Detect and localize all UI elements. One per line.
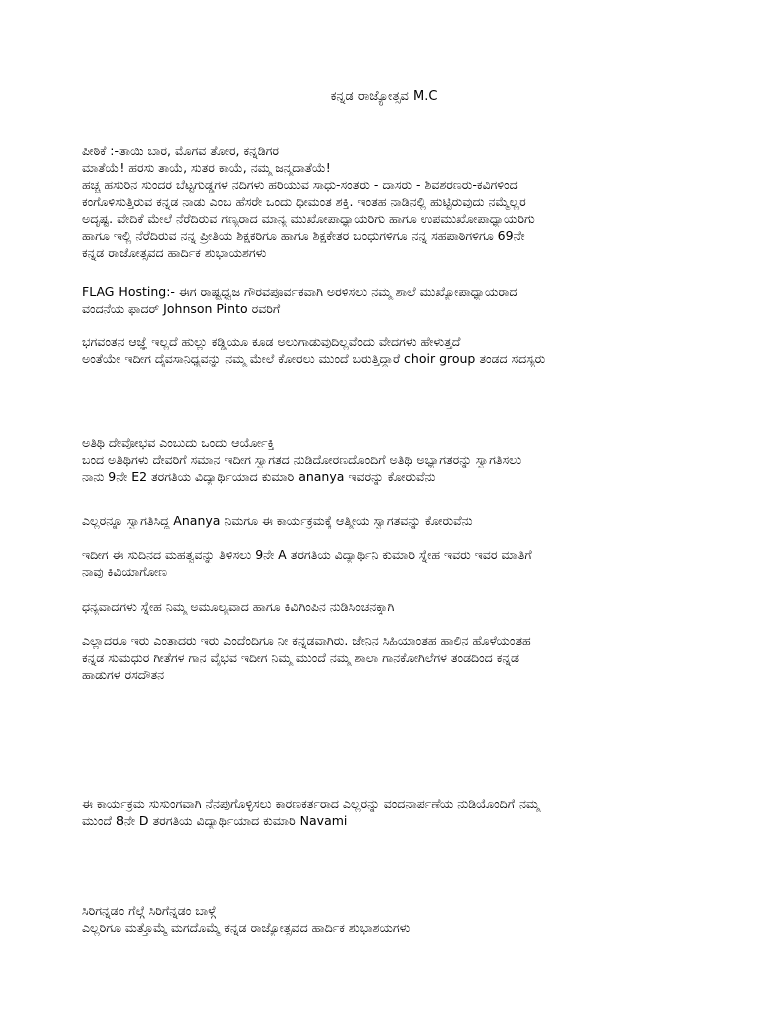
text-line: ಧನ್ಯವಾದಗಳು ಸ್ನೇಹ ನಿಮ್ಮ ಅಮೂಲ್ಯವಾದ ಹಾಗೂ ಕಿವಿಗಿಂಪಿನ ನುಡಿಸಿಂಚನಕ್ಕಾಗಿ	[82, 599, 395, 614]
text-line: ಎಲ್ಲರನ್ನೂ ಸ್ವಾಗತಿಸಿದ್ದ Ananya ನಿಮಗೂ ಈ ಕಾರ್ಯಕ್ರಮಕ್ಕೆ ಆತ್ಮೀಯ ಸ್ವಾಗತವನ್ನು ಕೋರುವೆನು	[82, 513, 473, 528]
text-line: ಮುಂದೆ 8ನೇ D ತರಗತಿಯ ವಿದ್ಯಾರ್ಥಿಯಾದ ಕುಮಾರಿ Navami	[82, 813, 348, 828]
text-line: FLAG Hosting:- ಈಗ ರಾಷ್ಟ್ರಧ್ವಜ ಗೌರವಪೂರ್ವಕವಾಗಿ ಅರಳಿಸಲು ನಮ್ಮ ಶಾಲೆ ಮುಖ್ಯೋಪಾಧ್ಯಾಯರಾದ	[82, 284, 518, 299]
closing-paragraph	[82, 902, 682, 936]
text-line: ಎಲ್ಲರಿಗೂ ಮತ್ತೊಮ್ಮೆ ಮಗದೊಮ್ಮೆ ಕನ್ನಡ ರಾಜ್ಯೋತ್ಸವದ ಹಾರ್ದಿಕ ಶುಭಾಶಯಗಳು	[82, 920, 411, 935]
text-line: ಈ ಕಾರ್ಯಕ್ರಮ ಸುಸುಂಗವಾಗಿ ನೆನಪುಗೊಳ್ಳಿಸಲು ಕಾರಣಕರ್ತರಾದ ಎಲ್ಲರನ್ನು ವಂದನಾರ್ಪಣೆಯ ನುಡಿಯೊಂದಿಗೆ ನಮ್ಮ	[82, 796, 540, 811]
flag-hosting-paragraph	[82, 283, 682, 317]
text-line: ನಾವು ಕಿವಿಯಾಗೋಣ	[82, 564, 167, 579]
songs-paragraph	[82, 632, 682, 683]
text-line: ಅಂತೆಯೇ ಇದೀಗ ದೈವಸಾನಿಧ್ಯವನ್ನು ನಮ್ಮ ಮೇಲೆ ಕೋರಲು ಮುಂದೆ ಬರುತ್ತಿದ್ದಾರೆ choir group ತಂಡದ ಸದಸ್ಯರು	[82, 351, 546, 366]
text-line: ಅದೃಷ್ಟ. ವೇದಿಕೆ ಮೇಲೆ ನೆರೆದಿರುವ ಗಣ್ಯರಾದ ಮಾನ್ಯ ಮುಖೋಪಾಧ್ಯಾಯರಿಗು ಹಾಗೂ ಉಪಮುಖೋಪಾಧ್ಯಾಯರಿಗು	[82, 211, 535, 226]
text-line: ಇದೀಗ ಈ ಸುದಿನದ ಮಹತ್ವವನ್ನು ತಿಳಿಸಲು 9ನೇ A ತರಗತಿಯ ವಿದ್ಯಾರ್ಥಿನಿ ಕುಮಾರಿ ಸ್ನೇಹ ಇವರು ಇವರ ಮಾತಿಗೆ	[82, 547, 532, 562]
text-line: ಹಾಗೂ ಇಲ್ಲಿ ನೆರೆದಿರುವ ನನ್ನ ಪ್ರೀತಿಯ ಶಿಕ್ಷಕರಿಗೂ ಹಾಗೂ ಶಿಕ್ಷಕೇತರ ಬಂಧುಗಳಿಗೂ ನನ್ನ ಸಹಪಾಠಿಗಳಿಗೂ 69ನೇ	[82, 228, 525, 243]
speech-paragraph	[82, 546, 682, 580]
text-line: ವಂದನೆಯ ಫಾದರ್ Johnson Pinto ರವರಿಗೆ	[82, 301, 281, 316]
text-line: ಕನ್ನಡ ರಾಜೋತ್ಸವದ ಹಾರ್ದಿಕ ಶುಭಾಯಶಗಳು	[82, 245, 267, 260]
text-line: ಸಿರಿಗನ್ನಡಂ ಗೆಲ್ಗೆ ಸಿರಿಗೆನ್ನಡಂ ಬಾಳ್ಗೆ	[82, 903, 217, 918]
thanks-speech-paragraph	[82, 598, 682, 615]
text-line: ಕನ್ನಡ ಸುಮಧುರ ಗೀತೆಗಳ ಗಾನ ವೈಭವ ಇದೀಗ ನಿಮ್ಮ ಮುಂದೆ ನಮ್ಮ ಶಾಲಾ ಗಾನಕೋಗಿಲೆಗಳ ತಂಡದಿಂದ ಕನ್ನಡ	[82, 650, 519, 665]
text-line: ನಾನು 9ನೇ E2 ತರಗತಿಯ ವಿದ್ಯಾರ್ಥಿಯಾದ ಕುಮಾರಿ ananya ಇವರನ್ನು ಕೋರುವೆನು	[82, 469, 436, 484]
text-line: ಅತಿಥಿ ದೇವೋಭವ ಎಂಬುದು ಒಂದು ಆರ್ಯೋಕ್ತಿ	[82, 435, 275, 450]
document-title: ಕನ್ನಡ ರಾಜ್ಯೋತ್ಸವ M.C	[330, 89, 438, 104]
prayer-paragraph	[82, 333, 682, 367]
text-line: ಕಂಗೊಳಿಸುತ್ತಿರುವ ಕನ್ನಡ ನಾಡು ಎಂಬ ಹೆಸರೇ ಒಂದು ಧೀಮಂತ ಶಕ್ತಿ. ಇಂತಹ ನಾಡಿನಲ್ಲಿ ಹುಟ್ಟಿರುವುದು ನಮ್ಮೆಲ್ಲರ	[82, 194, 526, 209]
intro-paragraph	[82, 142, 682, 261]
text-line: ಮಾತೆಯೆ! ಹರಸು ತಾಯೆ, ಸುತರ ಕಾಯೆ, ನಮ್ಮ ಜನ್ಮದಾತೆಯೆ!	[82, 160, 331, 175]
text-line: ಪೀಠಿಕೆ :-ತಾಯಿ ಬಾರ, ಮೊಗವ ತೋರ, ಕನ್ನಡಿಗರ	[82, 143, 280, 158]
text-line: ಭಗವಂತನ ಆಜ್ಞೆ ಇಲ್ಲದೆ ಹುಲ್ಲು ಕಡ್ಡಿಯೂ ಕೂಡ ಅಲುಗಾಡುವುದಿಲ್ಲವೆಂದು ವೇದಗಳು ಹೇಳುತ್ತದೆ	[82, 334, 461, 349]
text-line: ಬಂದ ಅತಿಥಿಗಳು ದೇವರಿಗೆ ಸಮಾನ ಇದೀಗ ಸ್ವಾಗತದ ನುಡಿದೋರಣದೊಂದಿಗೆ ಅತಿಥಿ ಅಭ್ಯಾಗತರನ್ನು ಸ್ವಾಗತಿಸಲು	[82, 452, 522, 467]
text-line: ಹಾಡುಗಳ ರಸದೌತನ	[82, 667, 165, 682]
text-line: ಎಲ್ಲಾದರೂ ಇರು ಎಂತಾದರು ಇರು ಎಂದೆಂದಿಗೂ ನೀ ಕನ್ನಡವಾಗಿರು. ಜೇನಿನ ಸಿಹಿಯಾಂತಹ ಹಾಲಿನ ಹೊಳೆಯಂತಹ	[82, 633, 531, 648]
welcome-paragraph	[82, 434, 682, 485]
vote-of-thanks-paragraph	[82, 795, 682, 829]
thanks-welcome-paragraph	[82, 512, 682, 529]
text-line: ಹಚ್ಚ ಹಸುರಿನ ಸುಂದರ ಬೆಟ್ಟಗುಡ್ಡಗಳ ನದಿಗಳು ಹರಿಯುವ ಸಾಧು-ಸಂತರು - ದಾಸರು - ಶಿವಶರಣರು-ಕವಿಗಳಿಂದ	[82, 177, 518, 192]
